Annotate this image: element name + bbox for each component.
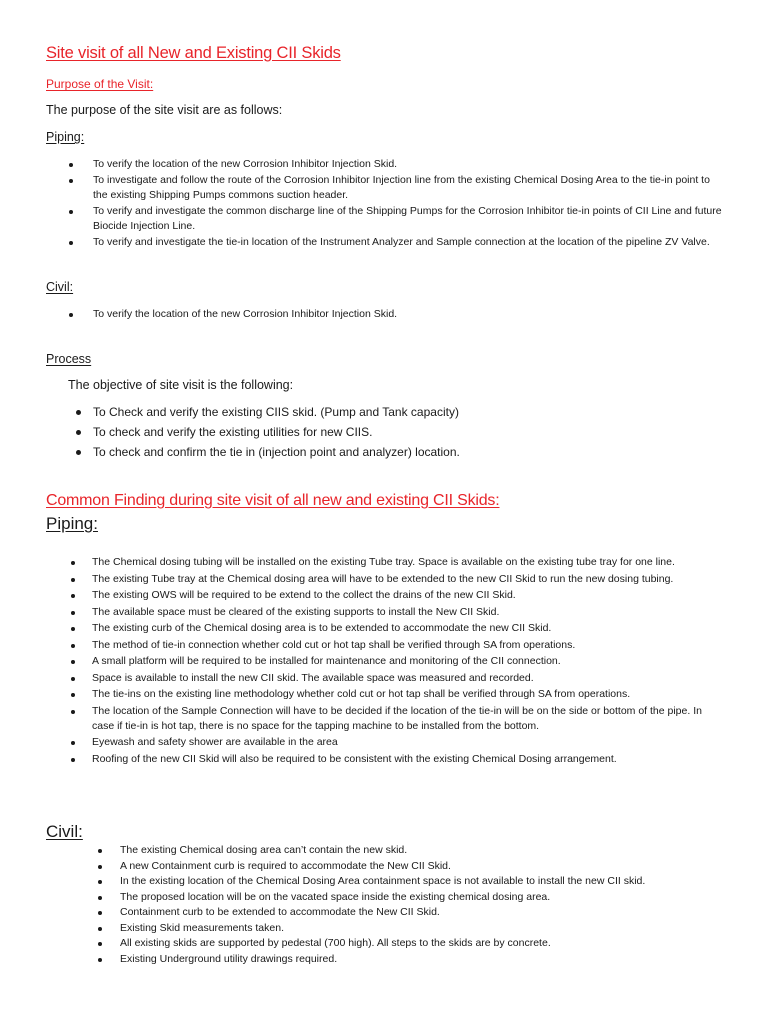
process-heading: Process xyxy=(46,352,92,366)
civil-list xyxy=(93,307,723,323)
list-item: Eyewash and safety shower are available in the area xyxy=(92,735,722,750)
list-item: The existing curb of the Chemical dosing area is to be extended to accommodate the new CII Skid. xyxy=(92,621,722,636)
list-item: To verify the location of the new Corrosion Inhibitor Injection Skid. xyxy=(93,157,723,173)
list-item: Roofing of the new CII Skid will also be required to be consistent with the existing Chemical Dosing arrangement. xyxy=(92,752,722,767)
list-item: Containment curb to be extended to accommodate the New CII Skid. xyxy=(120,905,740,921)
list-item: The proposed location will be on the vacated space inside the existing chemical dosing area. xyxy=(120,890,740,906)
list-item: To verify the location of the new Corrosion Inhibitor Injection Skid. xyxy=(93,307,723,323)
piping-list xyxy=(93,157,723,250)
piping-heading: Piping: xyxy=(46,130,85,144)
findings-title: Common Finding during site visit of all new and existing CII Skids: xyxy=(46,492,500,509)
list-item: In the existing location of the Chemical Dosing Area containment space is not available to install the new CII skid. xyxy=(120,874,740,890)
list-item: The location of the Sample Connection will have to be decided if the location of the tie-in will be on the side or bottom of the pipe. In case if tie-in is hot tap, there is no space for the tapping machine to be installed from the bottom. xyxy=(92,704,722,734)
list-item: The existing Chemical dosing area can’t contain the new skid. xyxy=(120,843,740,859)
list-item: The available space must be cleared of the existing supports to install the New CII Skid. xyxy=(92,605,722,620)
list-item: The method of tie-in connection whether cold cut or hot tap shall be verified through SA from operations. xyxy=(92,638,722,653)
list-item: A new Containment curb is required to accommodate the New CII Skid. xyxy=(120,859,740,875)
process-intro: The objective of site visit is the following: xyxy=(68,378,294,392)
purpose-intro: The purpose of the site visit are as follows: xyxy=(46,103,283,117)
list-item: To check and verify the existing utilities for new CIIS. xyxy=(93,422,733,442)
findings-piping-list xyxy=(92,555,722,768)
process-list xyxy=(93,402,733,462)
list-item: The existing Tube tray at the Chemical dosing area will have to be extended to the new CII Skid to run the new dosing tubing. xyxy=(92,572,722,587)
findings-piping-heading: Piping: xyxy=(46,514,98,533)
document-title: Site visit of all New and Existing CII Skids xyxy=(46,44,341,62)
findings-civil-heading: Civil: xyxy=(46,822,83,841)
list-item: To check and confirm the tie in (injection point and analyzer) location. xyxy=(93,442,733,462)
list-item: The existing OWS will be required to be extend to the collect the drains of the new CII Skid. xyxy=(92,588,722,603)
list-item: To verify and investigate the common discharge line of the Shipping Pumps for the Corrosion Inhibitor tie-in points of CII Line and future Biocide Injection Line. xyxy=(93,204,723,235)
list-item: Space is available to install the new CII skid. The available space was measured and recorded. xyxy=(92,671,722,686)
list-item: To verify and investigate the tie-in location of the Instrument Analyzer and Sample connection at the location of the pipeline ZV Valve. xyxy=(93,235,723,251)
list-item: The tie-ins on the existing line methodology whether cold cut or hot tap shall be verified through SA from operations. xyxy=(92,687,722,702)
civil-heading: Civil: xyxy=(46,280,74,294)
list-item: Existing Skid measurements taken. xyxy=(120,921,740,937)
list-item: The Chemical dosing tubing will be installed on the existing Tube tray. Space is available on the existing tube tray for one line. xyxy=(92,555,722,570)
findings-civil-list xyxy=(120,843,740,967)
list-item: To Check and verify the existing CIIS skid. (Pump and Tank capacity) xyxy=(93,402,733,422)
list-item: Existing Underground utility drawings required. xyxy=(120,952,740,968)
list-item: A small platform will be required to be installed for maintenance and monitoring of the CII connection. xyxy=(92,654,722,669)
list-item: All existing skids are supported by pedestal (700 high). All steps to the skids are by concrete. xyxy=(120,936,740,952)
list-item: To investigate and follow the route of the Corrosion Inhibitor Injection line from the existing Chemical Dosing Area to the tie-in point to the existing Shipping Pumps commons suction header. xyxy=(93,173,723,204)
purpose-heading: Purpose of the Visit: xyxy=(46,77,154,91)
